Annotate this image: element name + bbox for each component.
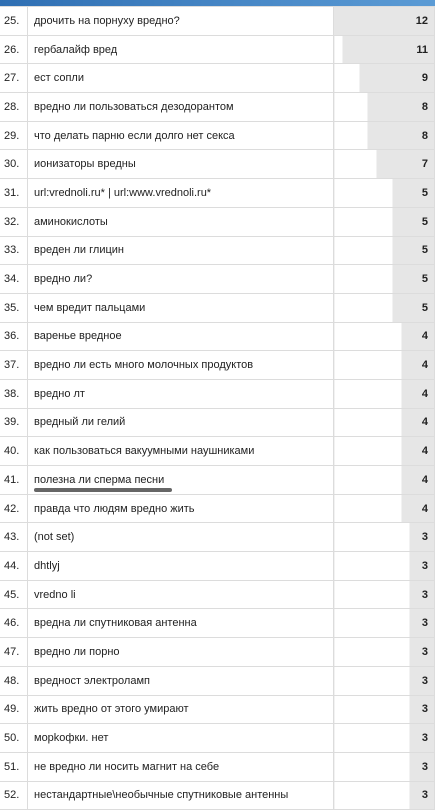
visit-count: 5 [334,179,435,208]
table-row [0,322,435,351]
highlight-underline [34,488,172,492]
keyword-cell[interactable] [28,351,334,380]
keyword-cell[interactable] [28,322,334,351]
keyword-link[interactable]: ионизаторы вредны [34,158,136,171]
visit-count: 3 [334,752,435,781]
visit-count: 3 [334,695,435,724]
keyword-cell[interactable] [28,236,334,265]
keyword-cell[interactable] [28,150,334,179]
keyword-link[interactable]: dhtlyj [34,559,60,572]
keyword-link[interactable]: как пользоваться вакуумными наушниками [34,445,255,458]
row-rank: 26. [0,35,28,64]
table-row [0,437,435,466]
visit-count: 4 [334,351,435,380]
table-row [0,150,435,179]
keyword-link[interactable]: вредно ли пользоваться дезодорантом [34,100,234,113]
keyword-cell[interactable] [28,666,334,695]
row-rank: 28. [0,93,28,122]
keyword-link[interactable]: vredno li [34,588,76,601]
keyword-table-body [0,7,435,810]
table-row [0,351,435,380]
keyword-cell[interactable] [28,437,334,466]
visit-count: 11 [334,35,435,64]
row-rank: 40. [0,437,28,466]
keyword-link[interactable]: (not set) [34,531,75,544]
keyword-cell[interactable] [28,695,334,724]
row-rank: 37. [0,351,28,380]
visit-count: 3 [334,666,435,695]
table-row [0,580,435,609]
row-rank: 30. [0,150,28,179]
keyword-cell[interactable] [28,7,334,36]
row-rank: 45. [0,580,28,609]
keyword-cell[interactable] [28,466,334,495]
table-row [0,236,435,265]
keyword-link[interactable]: морkофки. нет [34,732,109,745]
table-row [0,638,435,667]
visit-count: 5 [334,265,435,294]
table-row [0,93,435,122]
visit-count: 3 [334,724,435,753]
keyword-cell[interactable] [28,580,334,609]
table-row [0,408,435,437]
keyword-link[interactable]: вреден ли глицин [34,244,124,257]
keyword-cell[interactable] [28,293,334,322]
keyword-link[interactable]: вредно ли порно [34,645,120,658]
row-rank: 48. [0,666,28,695]
keyword-cell[interactable] [28,724,334,753]
row-rank: 29. [0,121,28,150]
keyword-cell[interactable] [28,64,334,93]
visit-count: 4 [334,466,435,495]
keyword-cell[interactable] [28,523,334,552]
table-row [0,265,435,294]
visit-count: 5 [334,236,435,265]
row-rank: 36. [0,322,28,351]
row-rank: 49. [0,695,28,724]
visit-count: 8 [334,93,435,122]
keyword-cell[interactable] [28,265,334,294]
table-row [0,293,435,322]
table-row [0,552,435,581]
visit-count: 3 [334,552,435,581]
row-rank: 31. [0,179,28,208]
keyword-cell[interactable] [28,121,334,150]
keyword-cell[interactable] [28,179,334,208]
row-rank: 35. [0,293,28,322]
visit-count: 3 [334,580,435,609]
keyword-link[interactable]: вредный ли гелий [34,416,126,429]
row-rank: 42. [0,494,28,523]
row-rank: 25. [0,7,28,36]
keyword-link[interactable]: вредна ли спутниковая антенна [34,617,197,630]
keyword-cell[interactable] [28,609,334,638]
keyword-cell[interactable] [28,93,334,122]
row-rank: 44. [0,552,28,581]
row-rank: 39. [0,408,28,437]
keyword-link[interactable]: url:vrednoli.ru* | url:www.vrednoli.ru* [34,186,212,199]
keyword-link[interactable]: вредно лт [34,387,85,400]
visit-count: 5 [334,207,435,236]
keyword-link[interactable]: нестандартные\необычные спутниковые антенны [34,789,289,802]
keyword-cell[interactable] [28,781,334,810]
keyword-link[interactable]: вредно ли есть много молочных продуктов [34,359,254,372]
visit-count: 3 [334,609,435,638]
table-row [0,724,435,753]
row-rank: 27. [0,64,28,93]
keyword-link[interactable]: варенье вредное [34,330,122,343]
visit-count: 4 [334,379,435,408]
row-rank: 51. [0,752,28,781]
visit-count: 4 [334,437,435,466]
visit-count: 5 [334,293,435,322]
keyword-link[interactable]: что делать парню если долго нет секса [34,129,235,142]
table-row [0,379,435,408]
keyword-link[interactable]: чем вредит пальцами [34,301,146,314]
row-rank: 46. [0,609,28,638]
table-row [0,7,435,36]
visit-count: 3 [334,523,435,552]
table-row [0,523,435,552]
keyword-cell[interactable] [28,638,334,667]
row-rank: 38. [0,379,28,408]
keyword-link[interactable]: не вредно ли носить магнит на себе [34,760,220,773]
table-row [0,609,435,638]
keyword-cell[interactable] [28,552,334,581]
keyword-cell[interactable] [28,494,334,523]
keyword-cell[interactable] [28,35,334,64]
visit-count: 7 [334,150,435,179]
keyword-cell[interactable] [28,207,334,236]
visit-count: 4 [334,322,435,351]
table-row [0,781,435,810]
row-rank: 32. [0,207,28,236]
keyword-link[interactable]: вредност электроламп [34,674,150,687]
visit-count: 12 [334,7,435,36]
row-rank: 52. [0,781,28,810]
row-rank: 41. [0,466,28,495]
visit-count: 3 [334,781,435,810]
row-rank: 47. [0,638,28,667]
keyword-link[interactable]: полезна ли сперма песни [34,474,164,486]
visit-count: 8 [334,121,435,150]
keyword-cell[interactable] [28,408,334,437]
visit-count: 3 [334,638,435,667]
keyword-table [0,6,435,810]
keyword-cell[interactable] [28,379,334,408]
keyword-link[interactable]: жить вредно от этого умирают [34,703,189,716]
keyword-cell[interactable] [28,752,334,781]
visit-count: 4 [334,494,435,523]
table-row [0,207,435,236]
row-rank: 34. [0,265,28,294]
keyword-link[interactable]: правда что людям вредно жить [34,502,195,515]
keyword-link[interactable]: ест сопли [34,72,84,85]
row-rank: 43. [0,523,28,552]
row-rank: 50. [0,724,28,753]
keyword-link[interactable]: гербалайф вред [34,43,118,56]
table-row [0,666,435,695]
keyword-link[interactable]: аминокислоты [34,215,108,228]
visit-count: 4 [334,408,435,437]
table-row [0,752,435,781]
table-row [0,179,435,208]
keyword-link[interactable]: вредно ли? [34,273,93,286]
table-row [0,494,435,523]
keyword-link[interactable]: дрочить на порнуху вредно? [34,14,180,27]
table-row [0,695,435,724]
table-row [0,121,435,150]
row-rank: 33. [0,236,28,265]
table-row [0,64,435,93]
table-row [0,35,435,64]
table-row [0,466,435,495]
visit-count: 9 [334,64,435,93]
